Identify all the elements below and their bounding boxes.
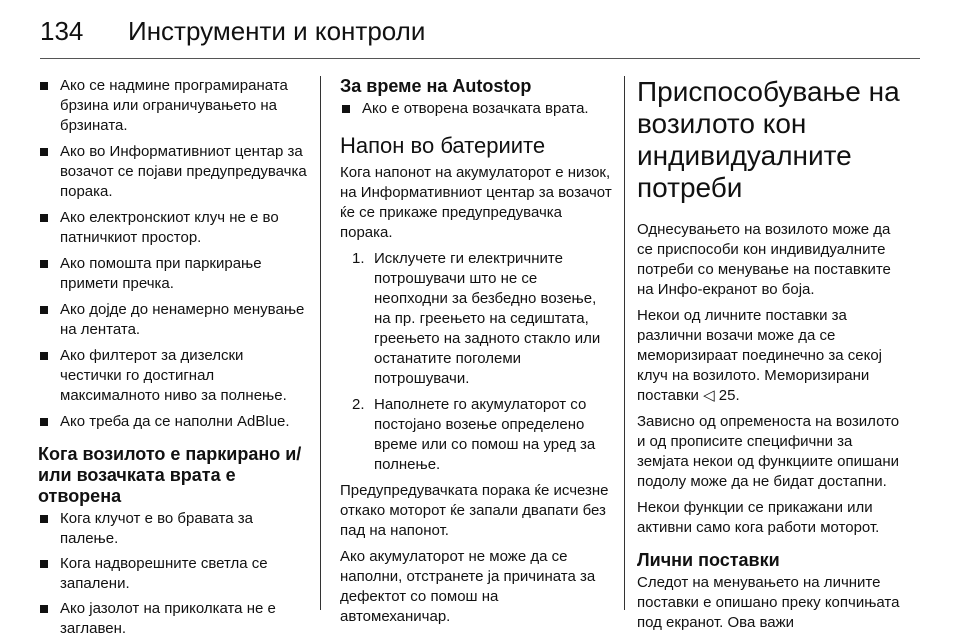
list-item: Ако електронскиот клуч не е во патничкиот простор. bbox=[38, 208, 308, 248]
bullet-square-icon bbox=[40, 306, 48, 314]
section-title-parked: Кога возилото е паркирано и/или возачката врата е отворена bbox=[38, 444, 302, 506]
list-item: Ако се надмине програмираната брзина или ограничувањето на брзината. bbox=[38, 76, 308, 136]
bullet-square-icon bbox=[40, 560, 48, 568]
bullet-square-icon bbox=[40, 214, 48, 222]
list-item: Кога надворешните светла се запалени. bbox=[38, 554, 308, 594]
bullet-square-icon bbox=[40, 148, 48, 156]
column-right bbox=[637, 76, 907, 639]
bullet-square-icon bbox=[40, 82, 48, 90]
page-title: Инструменти и контроли bbox=[128, 16, 426, 46]
bullet-square-icon bbox=[40, 418, 48, 426]
personal-settings-text: Следот на менувањето на личните поставки е опишано преку копчињата под екранот. Ова важи bbox=[637, 574, 900, 631]
list-item: Ако помошта при паркирање примети пречка. bbox=[38, 254, 308, 294]
bullet-square-icon bbox=[40, 605, 48, 613]
battery-intro-text: Кога напонот на акумулаторот е низок, на Информативниот центар за возачот ќе се прикаже предупредувачка порака. bbox=[340, 164, 612, 241]
autostop-bullet-list bbox=[340, 99, 612, 119]
column-middle bbox=[340, 76, 612, 633]
list-item: Ако е отворена возачката врата. bbox=[340, 99, 612, 119]
bullet-square-icon bbox=[342, 105, 350, 113]
page-number: 134 bbox=[40, 16, 84, 46]
list-item: Ако треба да се наполни AdBlue. bbox=[38, 412, 308, 432]
chapter-title: Приспособување на возилото кон индивидуалните потреби bbox=[637, 76, 900, 203]
parked-bullet-list bbox=[38, 509, 308, 639]
list-item: Кога клучот е во бравата за палење. bbox=[38, 509, 308, 549]
personalization-text-3: Зависно од опременоста на возилото и од прописите специфични за земјата некои од функциите опишани подолу може да не бидат достапни. bbox=[637, 413, 900, 490]
section-title-battery: Напон во батериите bbox=[340, 133, 546, 158]
list-item: 2. Наполнете го акумулаторот со постојано возење определено време или со помош на уред за полнење. bbox=[352, 396, 596, 473]
personalization-text-2: Некои од личните поставки за различни возачи може да се меморизираат поединечно за секој клуч на возилото. Меморизирани поставки ◁ 25. bbox=[637, 307, 883, 404]
battery-defect-text: Ако акумулаторот не може да се наполни, отстранете ја причината за дефектот со помош на автомеханичар. bbox=[340, 548, 596, 625]
list-item: Ако дојде до ненамерно менување на лентата. bbox=[38, 300, 308, 340]
personalization-text-4: Некои функции се прикажани или активни само кога работи моторот. bbox=[637, 499, 880, 536]
section-title-autostop: За време на Autostop bbox=[340, 76, 532, 96]
column-divider-right bbox=[624, 76, 625, 610]
list-item: 1. Исклучете ги електричните потрошувачи што не се неопходни за безбедно возење, на пр. греењето на седиштата, греењето на задното стакло или останатите поголеми потрошувачи. bbox=[352, 250, 601, 387]
battery-warning-text: Предупредувачката порака ќе исчезне откако моторот ќе запали двапати без пад на напонот. bbox=[340, 482, 609, 539]
section-title-personal-settings: Лични поставки bbox=[637, 550, 780, 570]
column-left bbox=[38, 76, 308, 644]
page-header bbox=[40, 12, 920, 59]
bullet-square-icon bbox=[40, 515, 48, 523]
list-item: Ако филтерот за дизелски честички го достигнал максималното ниво за полнење. bbox=[38, 346, 308, 406]
bullet-square-icon bbox=[40, 260, 48, 268]
warning-bullet-list bbox=[38, 76, 308, 432]
list-item: Ако јазолот на приколката не е заглавен. bbox=[38, 599, 308, 639]
column-divider-left bbox=[320, 76, 321, 610]
bullet-square-icon bbox=[40, 352, 48, 360]
personalization-text-1: Однесувањето на возилото може да се приспособи кон индивидуалните потреби со менување на поставките на Инфо-екранот во боја. bbox=[637, 221, 891, 298]
list-item: Ако во Информативниот центар за возачот се појави предупредувачка порака. bbox=[38, 142, 308, 202]
battery-steps-list bbox=[340, 249, 612, 475]
